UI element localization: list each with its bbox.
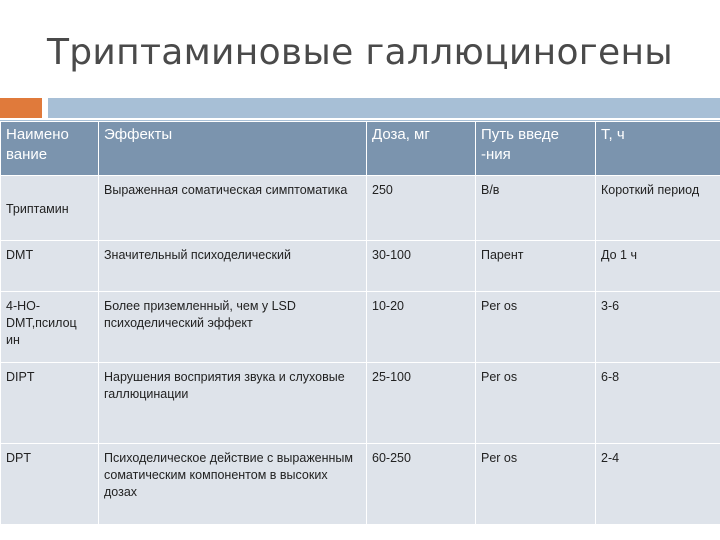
cell-effects: Значительный психоделический [99, 241, 367, 292]
cell-time: Короткий период [596, 176, 720, 241]
cell-name: 4-HO-DMT,псилоц ин [1, 292, 99, 363]
cell-time: 3-6 [596, 292, 720, 363]
cell-effects: Выраженная соматическая симптоматика [99, 176, 367, 241]
table-row [1, 444, 720, 525]
cell-name: DIPT [1, 363, 99, 444]
header-name: Наимено вание [1, 122, 99, 176]
header-effects: Эффекты [99, 122, 367, 176]
cell-effects: Нарушения восприятия звука и слуховые галлюцинации [99, 363, 367, 444]
cell-time: 2-4 [596, 444, 720, 525]
header-route: Путь введе -ния [476, 122, 596, 176]
cell-time: 6-8 [596, 363, 720, 444]
table-row [1, 292, 720, 363]
cell-route: Per os [476, 444, 596, 525]
cell-route: Per os [476, 363, 596, 444]
table-row [1, 363, 720, 444]
cell-route: Парент [476, 241, 596, 292]
table-row [1, 176, 720, 241]
accent-bar-orange [0, 98, 42, 118]
slide-title: Триптаминовые галлюциногены [46, 32, 674, 73]
cell-route: Per os [476, 292, 596, 363]
cell-dose: 25-100 [367, 363, 476, 444]
cell-route: В/в [476, 176, 596, 241]
table-row [1, 241, 720, 292]
cell-effects: Более приземленный, чем у LSD психоделический эффект [99, 292, 367, 363]
drug-table [0, 121, 720, 525]
cell-dose: 250 [367, 176, 476, 241]
cell-dose: 60-250 [367, 444, 476, 525]
header-dose: Доза, мг [367, 122, 476, 176]
cell-name: Триптамин [1, 176, 99, 241]
cell-name: DPT [1, 444, 99, 525]
table-header-row [1, 122, 720, 176]
cell-effects: Психоделическое действие с выраженным соматическим компонентом в высоких дозах [99, 444, 367, 525]
cell-dose: 30-100 [367, 241, 476, 292]
cell-dose: 10-20 [367, 292, 476, 363]
cell-name: DMT [1, 241, 99, 292]
header-time: Т, ч [596, 122, 720, 176]
accent-bar-blue [48, 98, 720, 118]
cell-time: До 1 ч [596, 241, 720, 292]
